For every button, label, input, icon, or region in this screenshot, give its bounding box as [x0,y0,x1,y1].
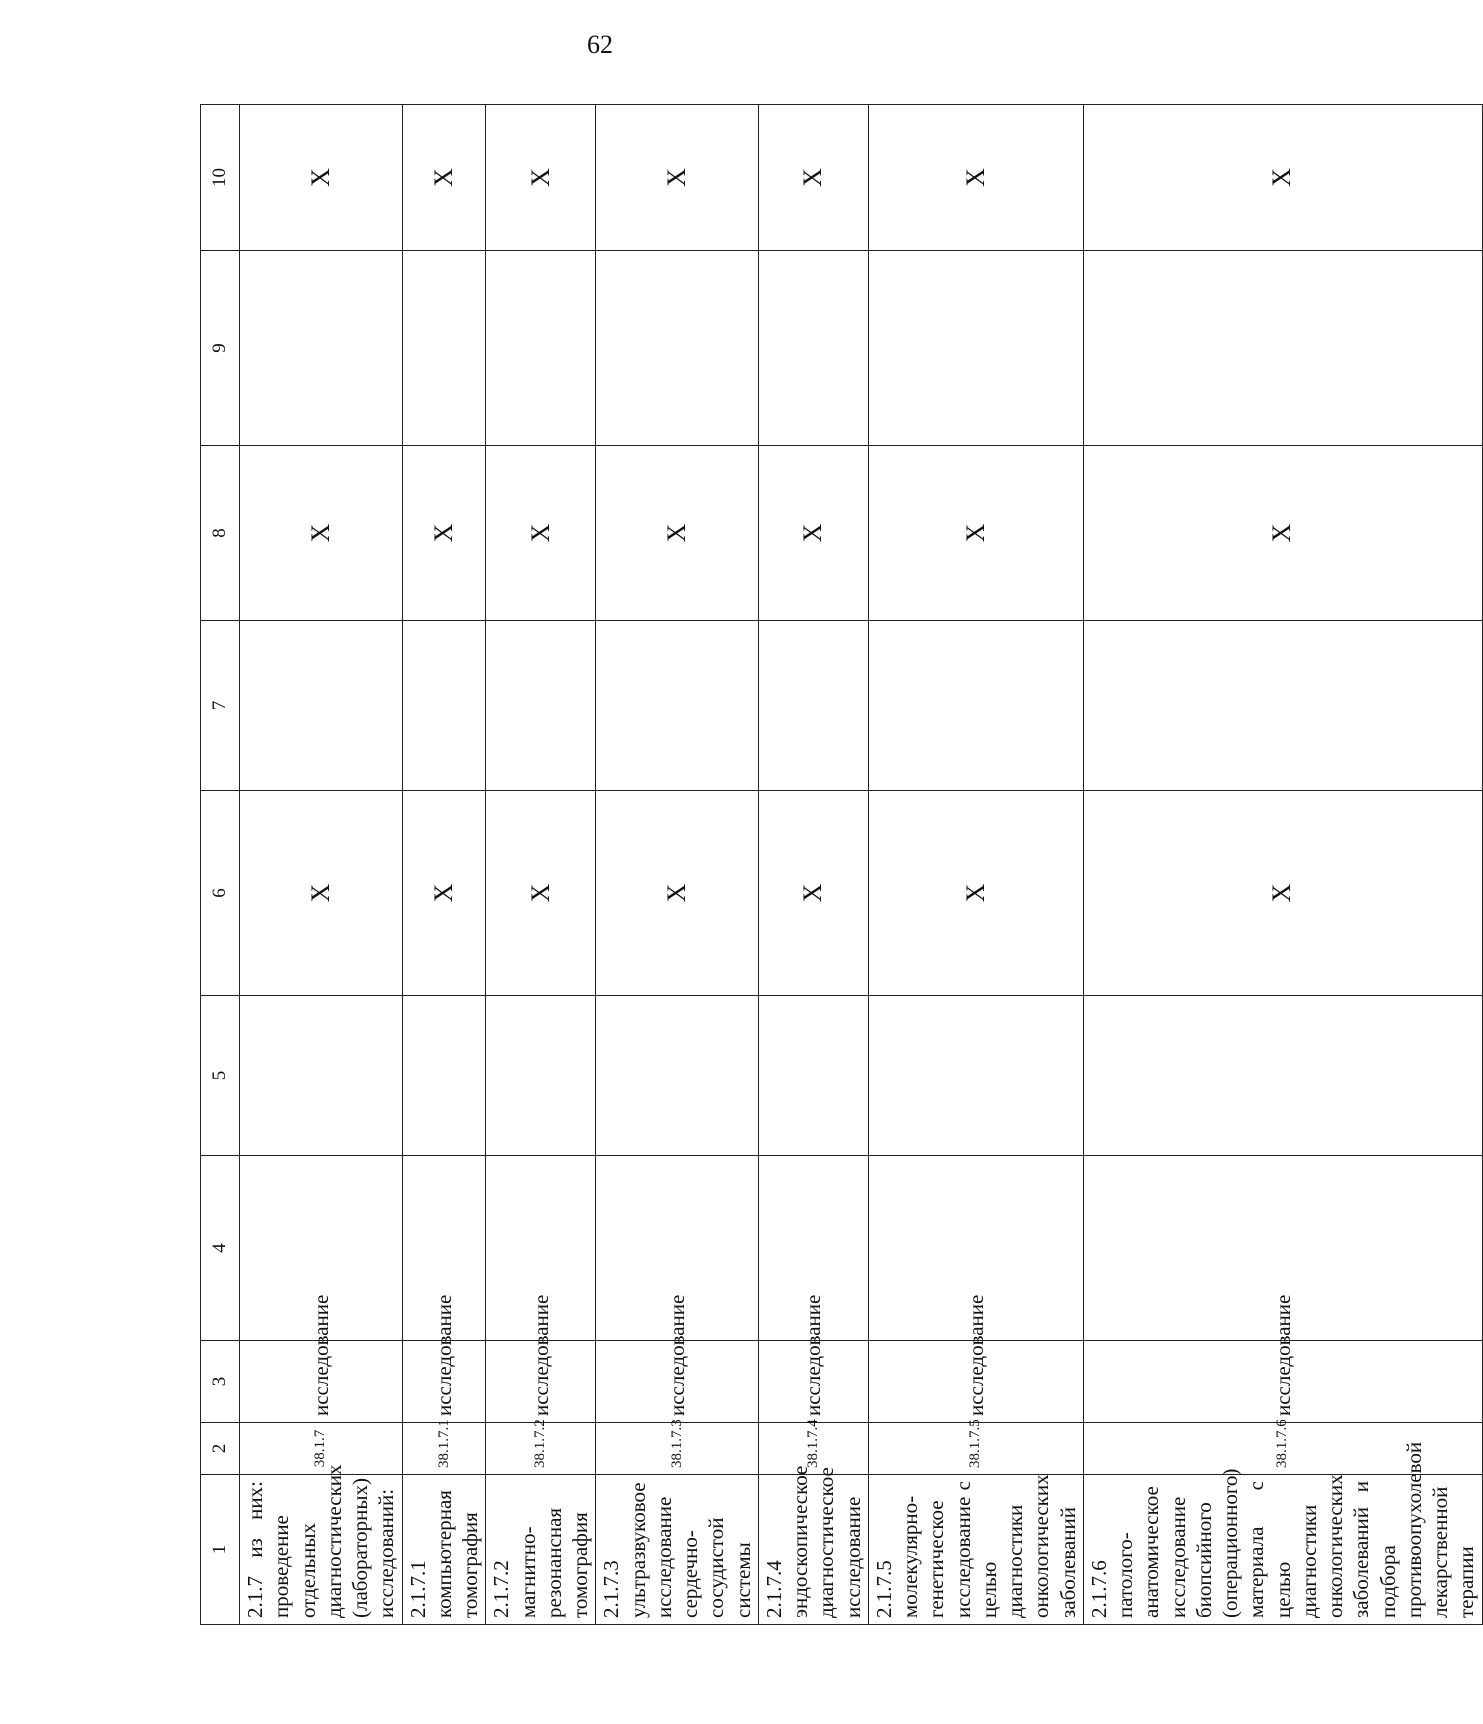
mark-cell: Х [868,791,1083,996]
unit-cell: исследование [868,1341,1083,1423]
unit-cell: исследование [402,1341,486,1423]
value-cell [1083,996,1482,1156]
mark-cell: Х [240,791,403,996]
mark-cell: Х [1083,446,1482,621]
mark-cell: Х [486,105,596,251]
code-cell: 38.1.7.2 [486,1423,596,1475]
row-label-cell: 2.1.7.5 молекулярно-генетическое исследование с целью диагностики онкологических заболеваний [868,1475,1083,1625]
unit-cell: исследование [1083,1341,1482,1423]
mark-cell: Х [402,791,486,996]
row-label-cell: 2.1.7 из них: проведение отдельных диагностических (лабораторных) исследований: [240,1475,403,1625]
column-header: 10 [201,105,240,251]
unit-cell: исследование [486,1341,596,1423]
value-cell [240,251,403,446]
table-row [758,105,868,1625]
column-header: 5 [201,996,240,1156]
value-cell [758,621,868,791]
data-table [200,104,1483,1625]
code-cell: 38.1.7.1 [402,1423,486,1475]
value-cell [868,996,1083,1156]
value-cell [868,251,1083,446]
code-cell: 38.1.7.4 [758,1423,868,1475]
mark-cell: Х [1083,791,1482,996]
value-cell [596,621,759,791]
mark-cell: Х [402,446,486,621]
table-row [1083,105,1482,1625]
column-header: 8 [201,446,240,621]
unit-cell: исследование [758,1341,868,1423]
mark-cell: Х [596,446,759,621]
unit-cell: исследование [596,1341,759,1423]
column-header: 6 [201,791,240,996]
code-cell: 38.1.7.3 [596,1423,759,1475]
value-cell [486,996,596,1156]
mark-cell: Х [240,105,403,251]
value-cell [486,251,596,446]
mark-cell: Х [402,105,486,251]
header-row [201,105,240,1625]
row-label-cell: 2.1.7.2 магнитно-резонансная томография [486,1475,596,1625]
table-row [596,105,759,1625]
column-header: 2 [201,1423,240,1475]
value-cell [758,996,868,1156]
column-header: 9 [201,251,240,446]
value-cell [402,996,486,1156]
row-label-cell: 2.1.7.3 ультразвуковое исследование сердечно-сосудистой системы [596,1475,759,1625]
column-header: 7 [201,621,240,791]
value-cell [1083,621,1482,791]
value-cell [596,251,759,446]
code-cell: 38.1.7.6 [1083,1423,1482,1475]
value-cell [868,621,1083,791]
value-cell [402,621,486,791]
unit-cell: исследование [240,1341,403,1423]
rotated-table-inner [200,105,1479,1625]
value-cell [240,621,403,791]
page-number: 62 [587,30,613,59]
column-header: 4 [201,1156,240,1341]
rotated-table-frame [200,105,1479,1625]
table-row [402,105,486,1625]
value-cell [1083,251,1482,446]
row-label-cell: 2.1.7.4 эндоскопическое диагностическое исследование [758,1475,868,1625]
mark-cell: Х [758,446,868,621]
value-cell [486,621,596,791]
mark-cell: Х [758,791,868,996]
column-header: 1 [201,1475,240,1625]
row-label-cell: 2.1.7.6 патолого-анатомическое исследование биопсийного (операционного) материала с целью диагностики онкологических заболеваний и подбора противоопухолевой лекарственной терапии [1083,1475,1482,1625]
code-cell: 38.1.7 [240,1423,403,1475]
mark-cell: Х [486,446,596,621]
table-row [240,105,403,1625]
mark-cell: Х [596,791,759,996]
mark-cell: Х [596,105,759,251]
value-cell [596,996,759,1156]
value-cell [240,996,403,1156]
value-cell [402,251,486,446]
mark-cell: Х [240,446,403,621]
mark-cell: Х [758,105,868,251]
mark-cell: Х [1083,105,1482,251]
table-row [868,105,1083,1625]
mark-cell: Х [868,105,1083,251]
row-label-cell: 2.1.7.1 компьютерная томография [402,1475,486,1625]
mark-cell: Х [486,791,596,996]
value-cell [758,251,868,446]
column-header: 3 [201,1341,240,1423]
code-cell: 38.1.7.5 [868,1423,1083,1475]
mark-cell: Х [868,446,1083,621]
table-row [486,105,596,1625]
